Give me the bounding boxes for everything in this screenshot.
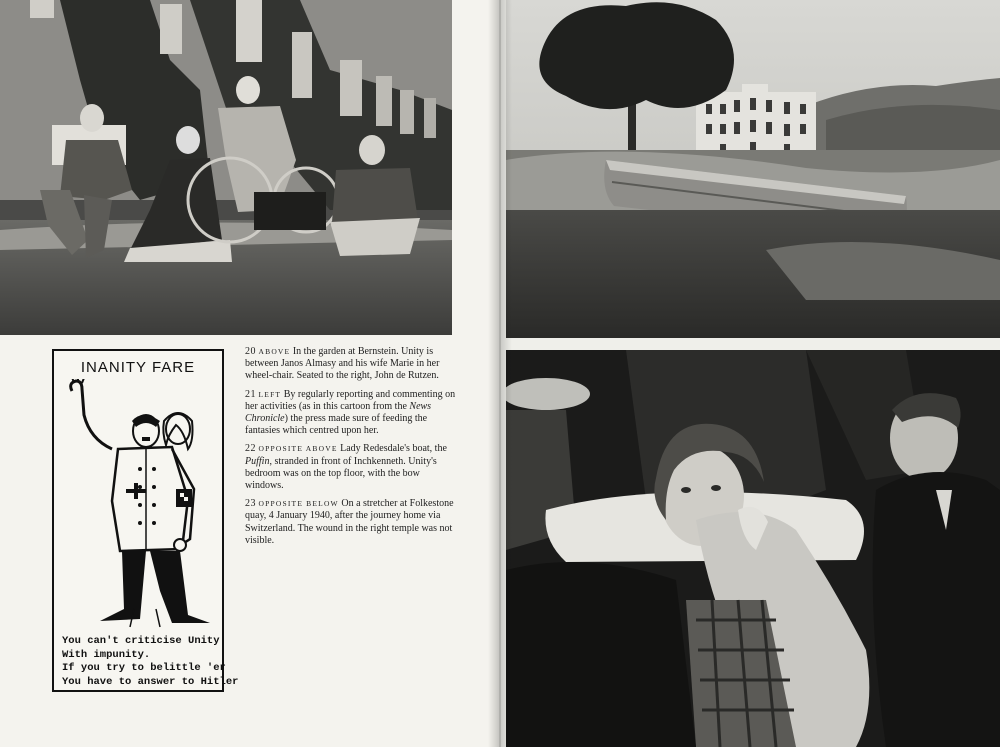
caption-italic: Puffin bbox=[245, 455, 270, 467]
caption-number: 23 bbox=[245, 498, 256, 510]
caption-21 bbox=[245, 389, 460, 438]
caption-text: Lady Redesdale's boat, the bbox=[340, 443, 447, 455]
caption-22 bbox=[245, 443, 460, 492]
cartoon-title: INANITY FARE bbox=[80, 359, 196, 376]
caption-text: On a stretcher at Folkestone quay, 4 January 1940, after the journey home via Switzerland. The wound in the right temple was not visible. bbox=[245, 498, 454, 546]
caption-20 bbox=[245, 346, 460, 383]
garden-photo bbox=[0, 0, 452, 335]
right-page bbox=[500, 0, 1000, 747]
caption-number: 21 bbox=[245, 388, 256, 400]
stretcher-photo bbox=[506, 350, 1000, 747]
caption-text: By regularly reporting and commenting on her activities (as in this cartoon from the bbox=[245, 388, 456, 412]
boat-photo bbox=[506, 0, 1000, 338]
caption-italic: News Chronicle bbox=[245, 400, 432, 425]
cartoon-verse bbox=[62, 635, 239, 689]
verse-line: With impunity. bbox=[62, 648, 151, 661]
verse-line: If you try to belittle 'er bbox=[62, 662, 226, 674]
caption-label: OPPOSITE ABOVE bbox=[258, 444, 338, 454]
verse-line: You can't criticise Unity bbox=[62, 635, 220, 647]
caption-number: 22 bbox=[245, 443, 256, 455]
captions-block bbox=[245, 346, 460, 553]
caption-text: In the garden at Bernstein. Unity is between Janos Almasy and his wife Marie in her wheel-chair. Seated to the right, John de Rutzen. bbox=[245, 346, 440, 382]
caption-text: , stranded in front of Inchkenneth. Unity's bedroom was on the top floor, with the bow windows. bbox=[245, 455, 437, 492]
inanity-fare-cartoon bbox=[52, 349, 239, 692]
verse-line: You have to answer to Hitler bbox=[62, 675, 239, 688]
caption-label: OPPOSITE BELOW bbox=[258, 499, 339, 509]
caption-text: ) the press made sure of feeding the fantasies which centred upon her. bbox=[245, 413, 428, 437]
caption-label: ABOVE bbox=[258, 347, 291, 356]
caption-23 bbox=[245, 498, 460, 547]
cartoon-drawing bbox=[60, 379, 218, 631]
caption-label: LEFT bbox=[258, 389, 282, 399]
caption-number: 20 bbox=[245, 346, 256, 357]
